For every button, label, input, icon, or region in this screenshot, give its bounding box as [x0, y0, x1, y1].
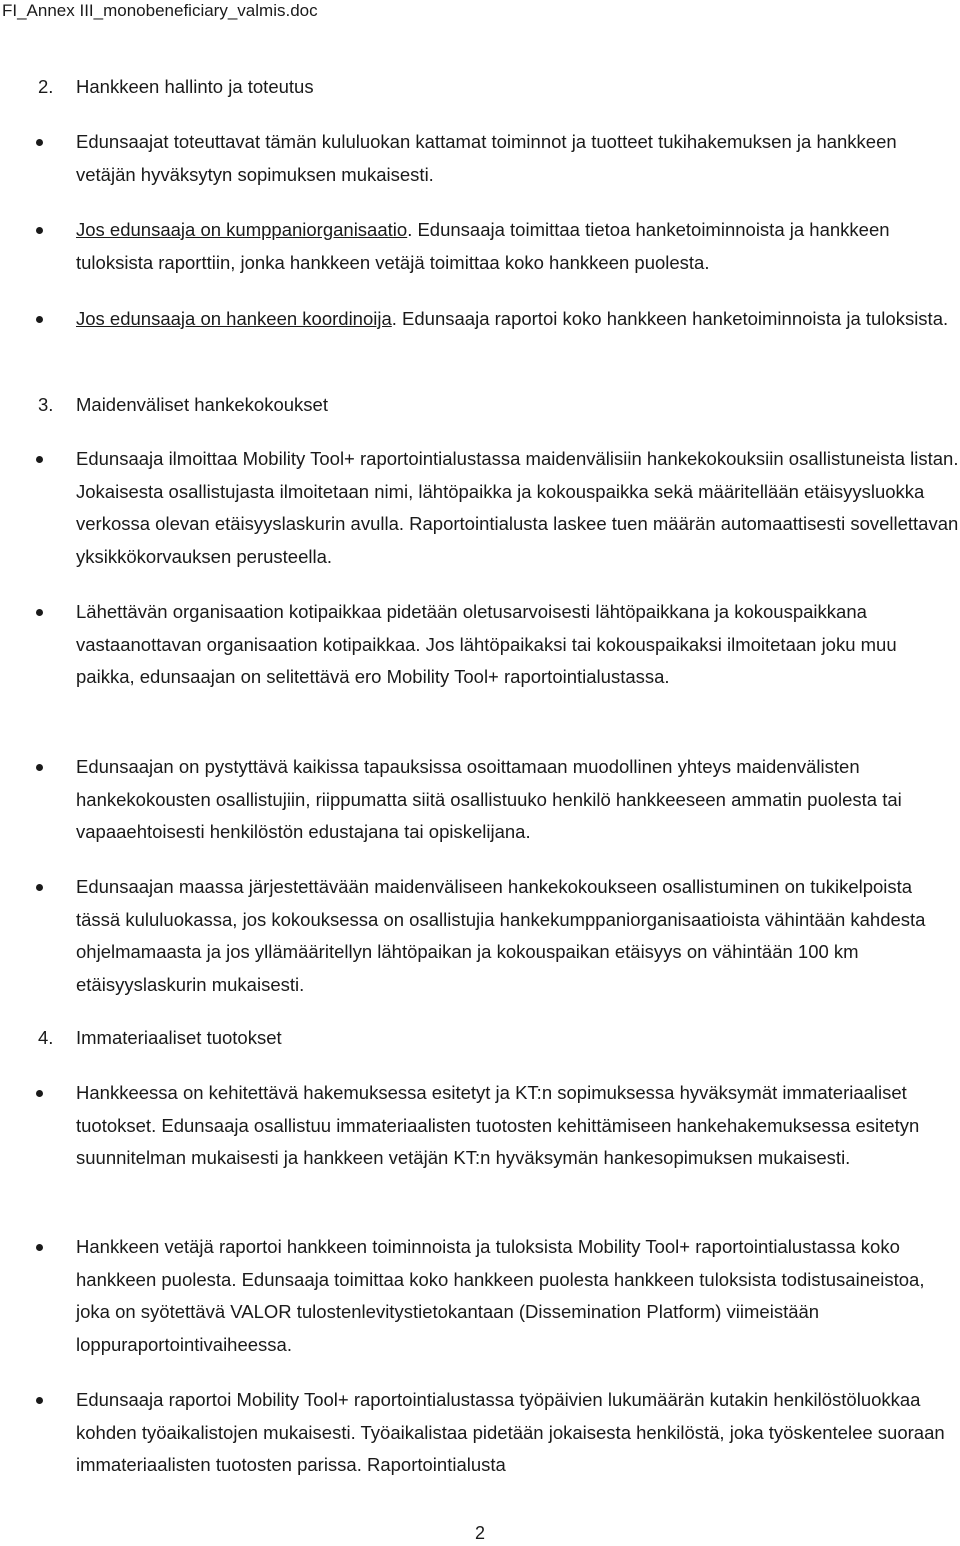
list-item: [36, 871, 960, 1001]
bullet-icon: [36, 764, 43, 771]
bullet-icon: [36, 456, 43, 463]
list-item-text: Hankkeessa on kehitettävä hakemuksessa esitetyt ja KT:n sopimuksessa hyväksymät immateriaaliset tuotokset. Edunsaaja osallistuu immateriaalisten tuotosten kehittämiseen hankehakemuksessa esitetyn suunnitelman mukaisesti ja hankkeen vetäjän KT:n hyväksymän hankesopimuksen mukaisesti.: [76, 1082, 920, 1168]
list-item: [36, 596, 960, 694]
list-item-lead: Jos edunsaaja on hankeen koordinoija: [76, 308, 392, 329]
bullet-icon: [36, 227, 43, 234]
page-number: 2: [474, 1523, 485, 1543]
list-item-text: Lähettävän organisaation kotipaikkaa pidetään oletusarvoisesti lähtöpaikkana ja kokouspaikkana vastaanottavan organisaation kotipaikkaa. Jos lähtöpaikaksi tai kokouspaikaksi ilmoitetaan joku muu paikka, edunsaajan on selitettävä ero Mobility Tool+ raportointialustassa.: [76, 601, 897, 687]
bullet-icon: [36, 1090, 43, 1097]
bullet-icon: [36, 316, 43, 323]
list-item-text: Edunsaajat toteuttavat tämän kululuokan kattamat toiminnot ja tuotteet tukihakemuksen ja hankkeen vetäjän hyväksytyn sopimuksen mukaisesti.: [76, 131, 897, 185]
list-item-text: Edunsaajan on pystyttävä kaikissa tapauksissa osoittamaan muodollinen yhteys maidenvälisten hankekokousten osallistujiin, riippumatta siitä osallistuuko henkilö hankkeeseen ammatin puolesta tai vapaaehtoisesti henkilöstön edustajana tai opiskelijana.: [76, 756, 902, 842]
list-item-text: . Edunsaaja toimittaa tietoa hanketoiminnoista ja hankkeen tuloksista raporttiin, jonka hankkeen vetäjä toimittaa koko hankkeen puolesta.: [76, 219, 890, 273]
section-heading: [38, 389, 938, 421]
list-item: [36, 751, 960, 849]
list-item: [36, 1231, 960, 1361]
list-item: [36, 214, 960, 279]
list-item: [36, 126, 960, 191]
list-item: [36, 303, 960, 336]
list-item-text: . Edunsaaja raportoi koko hankkeen hanketoiminnoista ja tuloksista.: [391, 308, 949, 329]
bullet-icon: [36, 884, 43, 891]
section-number: 2.: [38, 76, 54, 97]
bullet-icon: [36, 139, 43, 146]
section-title: Maidenväliset hankekokoukset: [76, 394, 328, 415]
list-item-text: Hankkeen vetäjä raportoi hankkeen toiminnoista ja tuloksista Mobility Tool+ raportointialustassa koko hankkeen puolesta. Edunsaaja toimittaa koko hankkeen puolesta hankkeen tuloksista todistusaineistoa, joka on syötettävä VALOR tulostenlevitystietokantaan (Dissemination Platform) viimeistään loppuraportointivaiheessa.: [76, 1236, 925, 1355]
section-title: Immateriaaliset tuotokset: [76, 1027, 282, 1048]
list-item: [36, 1077, 960, 1175]
list-item: [36, 1384, 960, 1482]
section-heading: [38, 1022, 938, 1054]
section-heading: [38, 71, 938, 103]
list-item-text: Edunsaaja ilmoittaa Mobility Tool+ raportointialustassa maidenvälisiin hankekokouksiin osallistuneista listan. Jokaisesta osallistujasta ilmoitetaan nimi, lähtöpaikka ja kokouspaikka sekä määritellään etäisyysluokka verkossa olevan etäisyyslaskurin avulla. Raportointialusta laskee tuen määrän automaattisesti sovellettavan yksikkökorvauksen perusteella.: [76, 448, 959, 567]
list-item-text: Edunsaajan maassa järjestettävään maidenväliseen hankekokoukseen osallistuminen on tukikelpoista tässä kululuokassa, jos kokouksessa on osallistujia hankekumppaniorganisaatioista vähintään kahdesta ohjelmamaasta ja jos yllämääritellyn lähtöpaikan ja kokouspaikan etäisyys on vähintään 100 km etäisyyslaskurin mukaisesti.: [76, 876, 926, 995]
list-item-text: Edunsaaja raportoi Mobility Tool+ raportointialustassa työpäivien lukumäärän kutakin henkilöstöluokkaa kohden työaikalistojen mukaisesti. Työaikalistaa pidetään jokaisesta henkilöstä, joka työskentelee suoraan immateriaalisten tuotosten parissa. Raportointialusta: [76, 1389, 945, 1475]
list-item: [36, 443, 960, 573]
bullet-icon: [36, 1244, 43, 1251]
document-filename: FI_Annex III_monobeneficiary_valmis.doc: [2, 1, 318, 20]
list-item-lead: Jos edunsaaja on kumppaniorganisaatio: [76, 219, 408, 240]
section-number: 4.: [38, 1027, 54, 1048]
section-title: Hankkeen hallinto ja toteutus: [76, 76, 314, 97]
section-number: 3.: [38, 394, 54, 415]
bullet-icon: [36, 609, 43, 616]
bullet-icon: [36, 1397, 43, 1404]
